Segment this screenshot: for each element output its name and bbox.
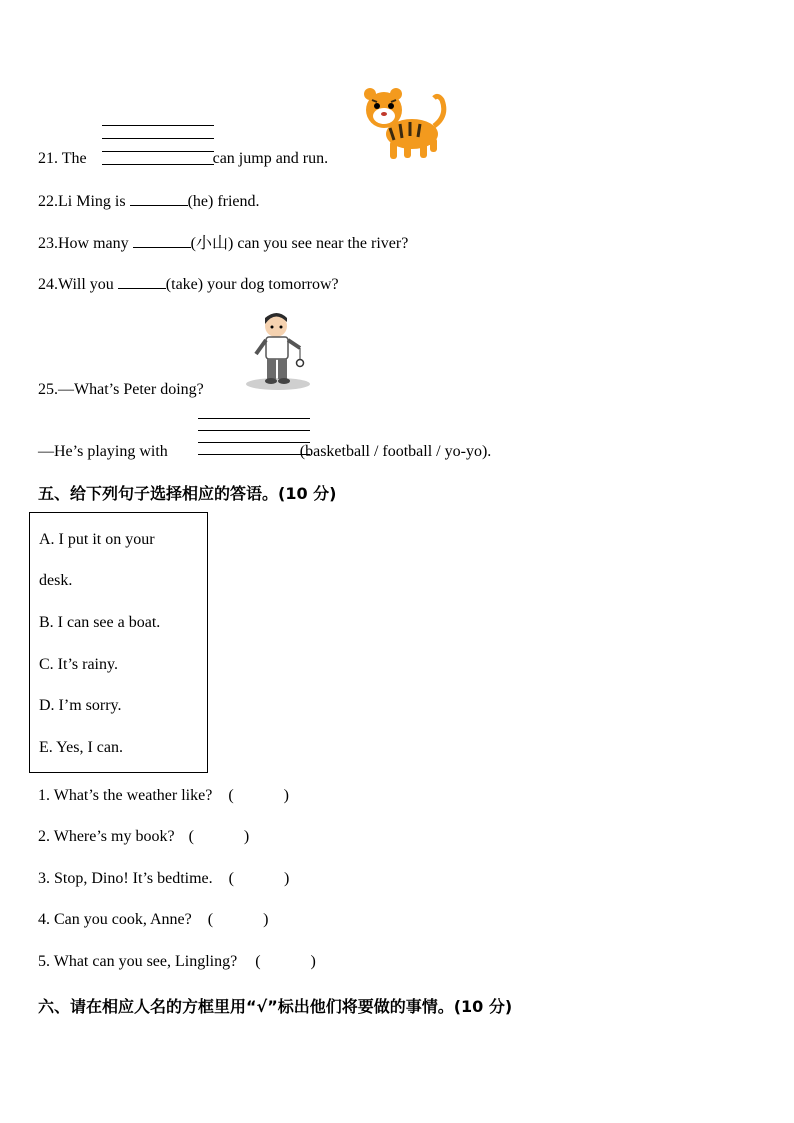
s5-question-4-text: 4. Can you cook, Anne? (38, 911, 192, 928)
options-box (29, 512, 208, 773)
boy-yoyo-image (244, 312, 314, 392)
q25-answer-line (38, 442, 491, 462)
answer-paren-2[interactable]: ( ) (188, 828, 250, 845)
q22-text-pre: 22.Li Ming is (38, 193, 126, 210)
q23-text-post: (小山) can you see near the river? (190, 235, 409, 252)
option-c: C. It’s rainy. (39, 656, 118, 673)
q25-answer-pre: —He’s playing with (38, 443, 168, 460)
q23-blank[interactable] (133, 233, 191, 248)
tiger-image (360, 86, 450, 166)
q21-post: can jump and run. (212, 150, 329, 167)
section6-heading: 六、请在相应人名的方框里用“√”标出他们将要做的事情。(10 分) (38, 997, 513, 1016)
s5-question-1-text: 1. What’s the weather like? (38, 787, 213, 804)
q23-line (38, 233, 408, 254)
q21-number: 21. (38, 150, 58, 167)
s5-question-4 (38, 910, 268, 930)
q24-text-post: (take) your dog tomorrow? (165, 276, 339, 293)
q25-question: 25.—What’s Peter doing? (38, 381, 204, 398)
s5-question-3 (38, 869, 289, 889)
option-d: D. I’m sorry. (39, 697, 122, 714)
q24-blank[interactable] (118, 274, 166, 289)
option-e: E. Yes, I can. (39, 739, 123, 756)
q22-line (38, 191, 260, 212)
section5-heading: 五、给下列句子选择相应的答语。(10 分) (38, 484, 337, 503)
q23-text-pre: 23.How many (38, 235, 129, 252)
option-b: B. I can see a boat. (39, 614, 161, 631)
q24-line (38, 274, 339, 295)
answer-paren-3[interactable]: ( ) (228, 870, 290, 887)
q22-text-post: (he) friend. (187, 193, 260, 210)
s5-question-3-text: 3. Stop, Dino! It’s bedtime. (38, 870, 213, 887)
answer-paren-4[interactable]: ( ) (207, 911, 269, 928)
option-a-line1: A. I put it on your (39, 531, 155, 548)
answer-paren-5[interactable]: ( ) (255, 953, 316, 970)
q21-pre: The (61, 150, 87, 167)
answer-paren-1[interactable]: ( ) (228, 787, 289, 804)
q25-answer-post: (basketball / football / yo-yo). (299, 443, 492, 460)
option-a-line2: desk. (39, 572, 73, 589)
s5-question-5-text: 5. What can you see, Lingling? (38, 953, 238, 970)
q22-blank[interactable] (130, 191, 188, 206)
q24-text-pre: 24.Will you (38, 276, 114, 293)
s5-question-1 (38, 786, 289, 806)
s5-question-5 (38, 952, 316, 972)
s5-question-2 (38, 827, 249, 847)
q21-line (38, 149, 328, 169)
s5-question-2-text: 2. Where’s my book? (38, 828, 175, 845)
